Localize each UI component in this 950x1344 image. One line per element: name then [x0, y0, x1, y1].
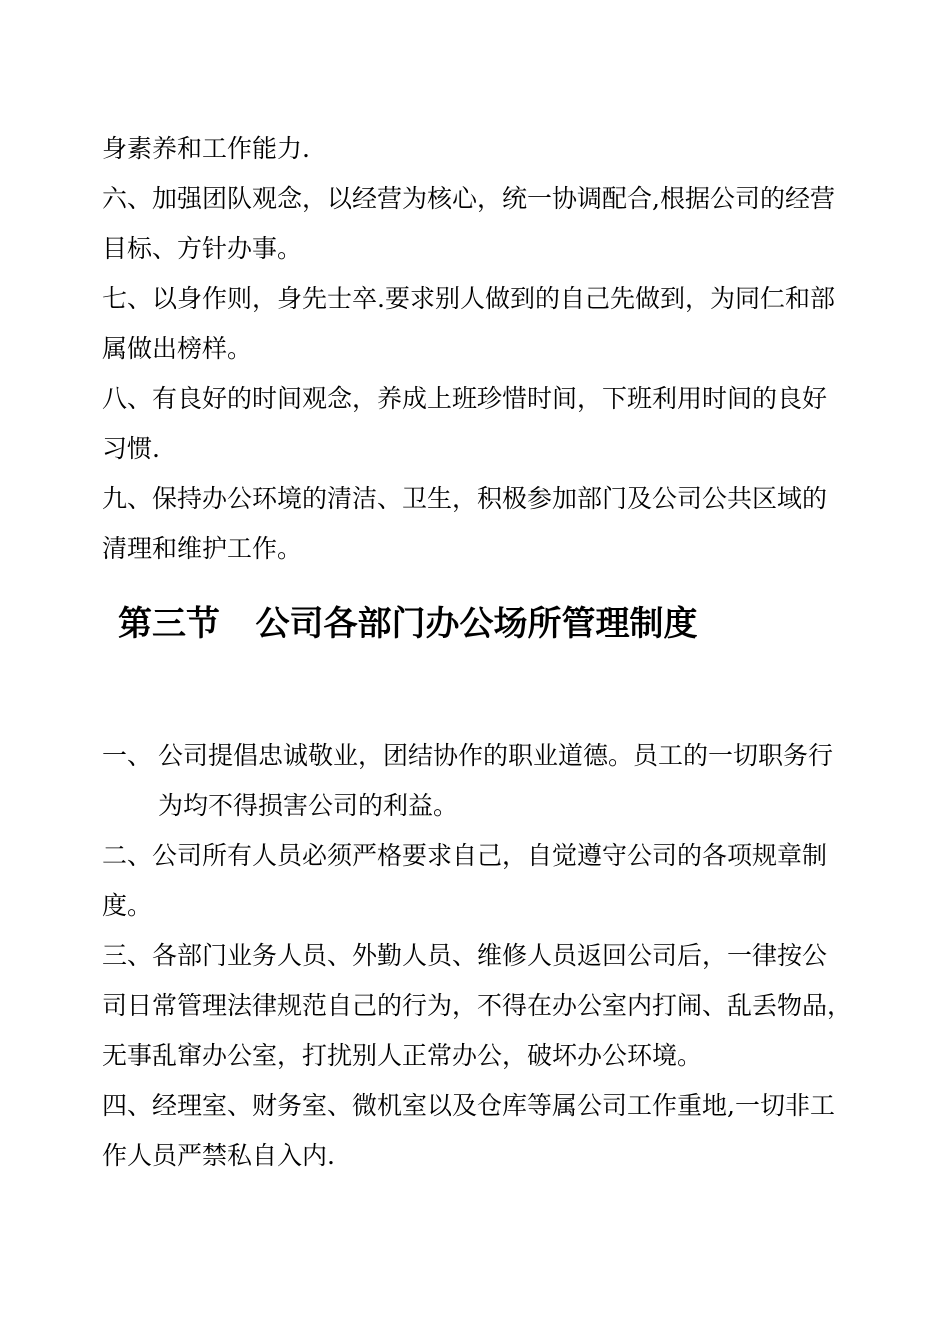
paragraph-continuation — [102, 124, 862, 174]
text-line: 属做出榜样。 — [102, 334, 253, 363]
text-line: 三、各部门业务人员、外勤人员、维修人员返回公司后，一律按公 — [102, 941, 828, 970]
text-line: 七、以身作则，身先士卒.要求别人做到的自己先做到，为同仁和部 — [102, 284, 835, 313]
text-line: 四、经理室、财务室、微机室以及仓库等属公司工作重地,一切非工 — [102, 1091, 835, 1120]
text-line: 身素养和工作能力. — [102, 134, 310, 163]
text-line: 二、公司所有人员必须严格要求自己，自觉遵守公司的各项规章制 — [102, 841, 828, 870]
text-line: 六、加强团队观念，以经营为核心，统一协调配合,根据公司的经营 — [102, 184, 835, 213]
list-item-body — [158, 731, 858, 831]
text-line: 习惯. — [102, 434, 160, 463]
text-line: 目标、方针办事。 — [102, 234, 303, 263]
text-line: 度。 — [102, 891, 153, 920]
paragraph-item-seven — [102, 274, 862, 374]
text-line: 八、有良好的时间观念，养成上班珍惜时间，下班利用时间的良好 — [102, 384, 828, 413]
text-line: 司日常管理法律规范自己的行为，不得在办公室内打闹、乱丢物品， — [102, 991, 853, 1020]
text-line: 九、保持办公环境的清洁、卫生，积极参加部门及公司公共区域的 — [102, 484, 828, 513]
paragraph-item-eight — [102, 374, 862, 474]
paragraph-item-three — [102, 931, 862, 1081]
paragraph-item-two — [102, 831, 862, 931]
paragraph-item-four — [102, 1081, 862, 1181]
paragraph-item-nine — [102, 474, 862, 574]
list-marker: 一、 — [102, 741, 153, 770]
text-line: 作人员严禁私自入内. — [102, 1141, 335, 1170]
section-heading: 第三节 公司各部门办公场所管理制度 — [118, 604, 698, 644]
text-line: 清理和维护工作。 — [102, 534, 303, 563]
paragraph-item-six — [102, 174, 862, 274]
text-line: 公司提倡忠诚敬业，团结协作的职业道德。员工的一切职务行 — [158, 741, 834, 770]
text-line: 为均不得损害公司的利益。 — [158, 791, 459, 820]
text-line: 无事乱窜办公室，打扰别人正常办公，破坏办公环境。 — [102, 1041, 703, 1070]
